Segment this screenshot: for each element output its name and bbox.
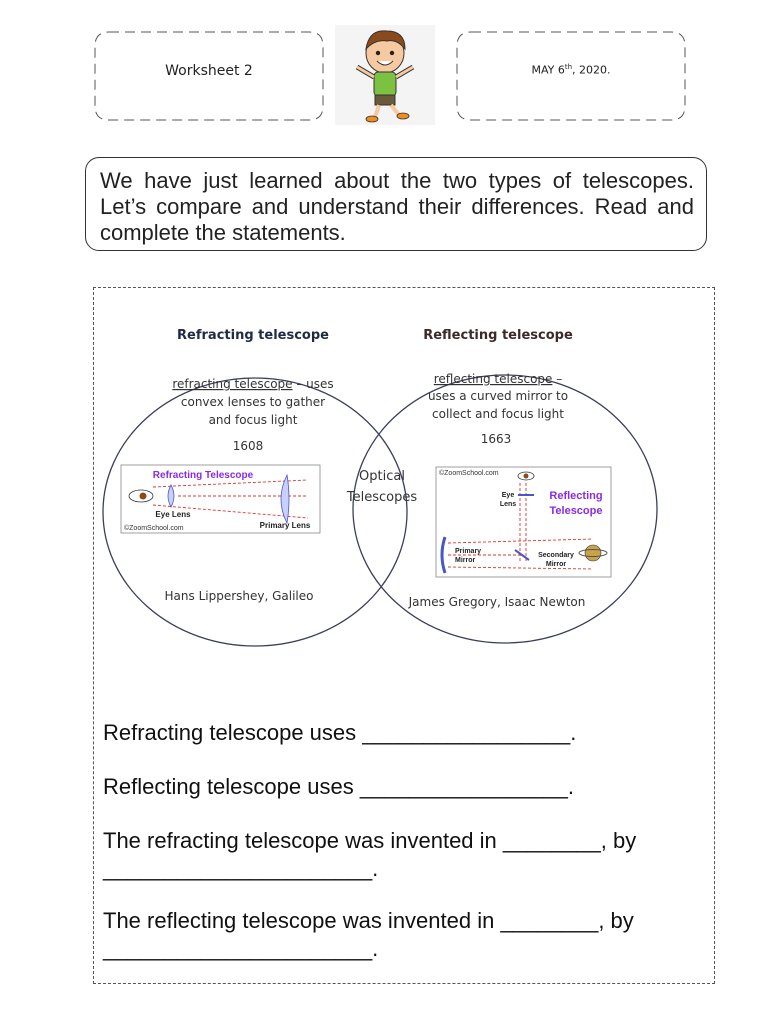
question-2: Reflecting telescope uses _________________.	[103, 774, 574, 799]
question-3-line1: The refracting telescope was invented in ________, by	[103, 828, 637, 853]
cartoon-boy-illustration	[335, 25, 435, 125]
reflecting-telescope-diagram	[436, 467, 611, 577]
primary-mirror-label-1: Primary	[455, 548, 482, 555]
refracting-diagram-title: Refracting Telescope	[152, 470, 254, 481]
primary-lens-label: Primary Lens	[259, 521, 311, 530]
saturn-icon	[585, 545, 601, 561]
reflecting-eye-label-1: Eye	[501, 492, 515, 499]
reflecting-diagram-title-1: Reflecting	[549, 490, 603, 502]
eye-lens-label: Eye Lens	[155, 510, 191, 519]
reflecting-inventors: James Gregory, Isaac Newton	[408, 595, 586, 609]
secondary-mirror-label-2: Mirror	[545, 561, 567, 568]
secondary-mirror-label-1: Secondary	[538, 552, 574, 559]
question-4-line1: The reflecting telescope was invented in ________, by	[103, 908, 634, 933]
reflecting-definition-line1: reflecting telescope –	[433, 372, 563, 386]
refracting-diagram-credit: ©ZoomSchool.com	[124, 525, 184, 532]
reflecting-diagram-credit: ©ZoomSchool.com	[439, 470, 499, 477]
refracting-definition-line1: refracting telescope – uses	[172, 377, 334, 391]
question-4-line2: ______________________.	[103, 936, 379, 961]
reflecting-eye-label-2: Lens	[499, 501, 517, 508]
reflecting-diagram-title-2: Telescope	[549, 505, 603, 517]
refracting-inventors: Hans Lippershey, Galileo	[164, 589, 314, 603]
refracting-telescope-diagram	[121, 465, 320, 533]
reflecting-definition-line3: collect and focus light	[432, 407, 564, 421]
intro-paragraph: We have just learned about the two types of telescopes. Let’s compare and understand their differences. Read and complete the statements.	[85, 157, 707, 251]
date-text: MAY 6th, 2020.	[531, 63, 611, 77]
primary-mirror-label-2: Mirror	[455, 557, 476, 564]
question-1: Refracting telescope uses _________________.	[103, 720, 577, 745]
reflecting-title: Reflecting telescope	[423, 328, 573, 343]
center-label-line2: Telescopes	[346, 490, 418, 505]
refracting-definition-line2: convex lenses to gather	[180, 395, 326, 409]
worksheet-label: Worksheet 2	[165, 63, 253, 79]
venn-diagram	[93, 287, 715, 687]
refracting-title: Refracting telescope	[177, 328, 329, 343]
question-3-line2: ______________________.	[103, 856, 379, 881]
reflecting-definition-line2: uses a curved mirror to	[427, 389, 569, 403]
refracting-year: 1608	[232, 439, 264, 453]
center-label-line1: Optical	[359, 469, 405, 484]
refracting-definition-line3: and focus light	[208, 413, 298, 427]
reflecting-year: 1663	[480, 432, 512, 446]
